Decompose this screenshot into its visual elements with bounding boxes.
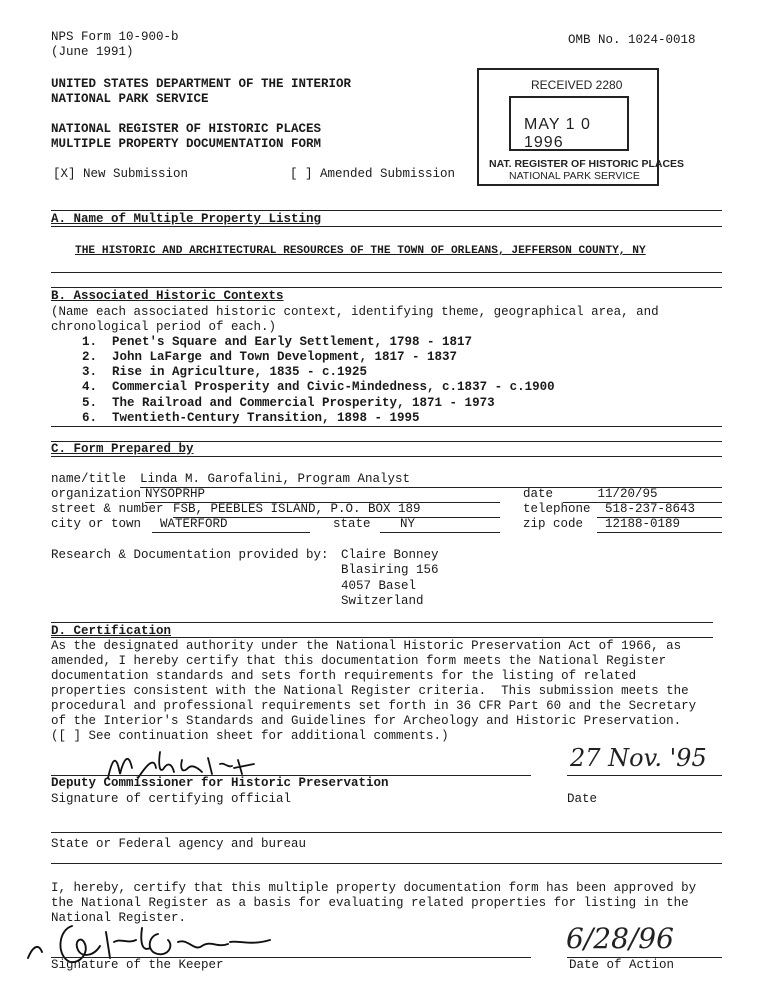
stamp-date-box (509, 96, 629, 151)
section-b-instruction: (Name each associated historic context, identifying theme, geographical area, and (51, 305, 659, 319)
research-label: Research & Documentation provided by: (51, 548, 329, 562)
form-title-line1: NATIONAL REGISTER OF HISTORIC PLACES (51, 122, 322, 136)
telephone-label: telephone (523, 502, 591, 516)
keeper-signature-label: Signature of the Keeper (51, 958, 224, 972)
certification-text: properties consistent with the National Register criteria. This submission meets the (51, 684, 689, 698)
street-label: street & number (51, 502, 164, 516)
date-field[interactable]: 11/20/95 (563, 487, 722, 503)
divider (51, 210, 722, 211)
received-stamp (477, 68, 685, 186)
date-of-action-label: Date of Action (569, 958, 675, 972)
organization-label: organization (51, 487, 142, 501)
divider (51, 622, 713, 623)
divider (51, 456, 722, 457)
keeper-text: National Register. (51, 911, 187, 925)
multiple-property-name: THE HISTORIC AND ARCHITECTURAL RESOURCES OF THE TOWN OF ORLEANS, JEFFERSON COUNTY, NY (75, 245, 646, 257)
state-label: state (333, 517, 371, 531)
certification-text: As the designated authority under the National Historic Preservation Act of 1966, as (51, 639, 682, 653)
stamp-received: RECEIVED 2280 (531, 78, 623, 92)
signature-label: Signature of certifying official (51, 792, 292, 806)
research-line: Claire Bonney (341, 548, 439, 562)
stamp-line1: NAT. REGISTER OF HISTORIC PLACES (489, 158, 685, 170)
context-item: 6. Twentieth-Century Transition, 1898 - 1995 (82, 411, 420, 425)
section-a-heading: A. Name of Multiple Property Listing (51, 212, 322, 226)
keeper-text: I, hereby, certify that this multiple property documentation form has been approved by (51, 881, 697, 895)
zip-label: zip code (523, 517, 584, 531)
section-b-heading: B. Associated Historic Contexts (51, 289, 284, 303)
research-line: Blasiring 156 (341, 563, 439, 577)
date-label: Date (567, 792, 598, 806)
divider (51, 832, 722, 833)
new-submission-checkbox[interactable]: [X] New Submission (53, 167, 189, 181)
divider (51, 637, 713, 638)
street-field[interactable]: FSB, PEEBLES ISLAND, P.O. BOX 189 (173, 502, 500, 518)
agency-bureau-label: State or Federal agency and bureau (51, 837, 307, 851)
form-date: (June 1991) (51, 45, 134, 59)
certification-text: procedural and professional requirements set forth in 36 CFR Part 60 and the Secretary (51, 699, 697, 713)
state-field[interactable]: NY (380, 517, 500, 533)
name-title-field[interactable]: Linda M. Garofalini, Program Analyst (140, 472, 722, 488)
context-item: 3. Rise in Agriculture, 1835 - c.1925 (82, 365, 368, 379)
section-b-instruction: chronological period of each.) (51, 320, 277, 334)
agency-line: NATIONAL PARK SERVICE (51, 92, 209, 106)
certification-date-handwritten: 27 Nov. '95 (570, 744, 707, 772)
omb-number: OMB No. 1024-0018 (568, 33, 696, 47)
divider (567, 775, 722, 776)
divider (51, 287, 722, 288)
form-title-line2: MULTIPLE PROPERTY DOCUMENTATION FORM (51, 137, 322, 151)
city-field[interactable]: WATERFORD (152, 517, 310, 533)
stamp-date: MAY 1 0 1996 (524, 116, 591, 151)
research-line: Switzerland (341, 594, 424, 608)
context-item: 2. John LaFarge and Town Development, 1817 - 1837 (82, 350, 458, 364)
date-label: date (523, 487, 554, 501)
telephone-field[interactable]: 518-237-8643 (597, 502, 722, 518)
context-item: 5. The Railroad and Commercial Prosperity, 1871 - 1973 (82, 396, 495, 410)
keeper-text: the National Register as a basis for evaluating related properties for listing in the (51, 896, 689, 910)
certification-text: amended, I hereby certify that this documentation form meets the National Register (51, 654, 667, 668)
research-line: 4057 Basel (341, 579, 417, 593)
organization-field[interactable]: NYSOPRHP (145, 487, 500, 503)
department-line: UNITED STATES DEPARTMENT OF THE INTERIOR (51, 77, 352, 91)
city-label: city or town (51, 517, 142, 531)
divider (51, 272, 722, 273)
stamp-line2: NATIONAL PARK SERVICE (509, 170, 640, 182)
zip-field[interactable]: 12188-0189 (597, 517, 722, 533)
context-item: 1. Penet's Square and Early Settlement, 1798 - 1817 (82, 335, 473, 349)
divider (51, 426, 722, 427)
certification-text: of the Interior's Standards and Guidelines for Archeology and Historic Preservation. (51, 714, 682, 728)
certification-text: documentation standards and sets forth requirements for the listing of related (51, 669, 637, 683)
divider (51, 863, 722, 864)
official-title: Deputy Commissioner for Historic Preservation (51, 776, 389, 790)
divider (51, 226, 722, 227)
context-item: 4. Commercial Prosperity and Civic-Mindedness, c.1837 - c.1900 (82, 380, 555, 394)
action-date-handwritten: 6/28/96 (566, 922, 674, 955)
continuation-checkbox[interactable]: ([ ] See continuation sheet for additional comments.) (51, 729, 449, 743)
section-c-heading: C. Form Prepared by (51, 442, 194, 456)
name-title-label: name/title (51, 472, 127, 486)
section-d-heading: D. Certification (51, 624, 172, 638)
form-number: NPS Form 10-900-b (51, 30, 179, 44)
amended-submission-checkbox[interactable]: [ ] Amended Submission (290, 167, 456, 181)
